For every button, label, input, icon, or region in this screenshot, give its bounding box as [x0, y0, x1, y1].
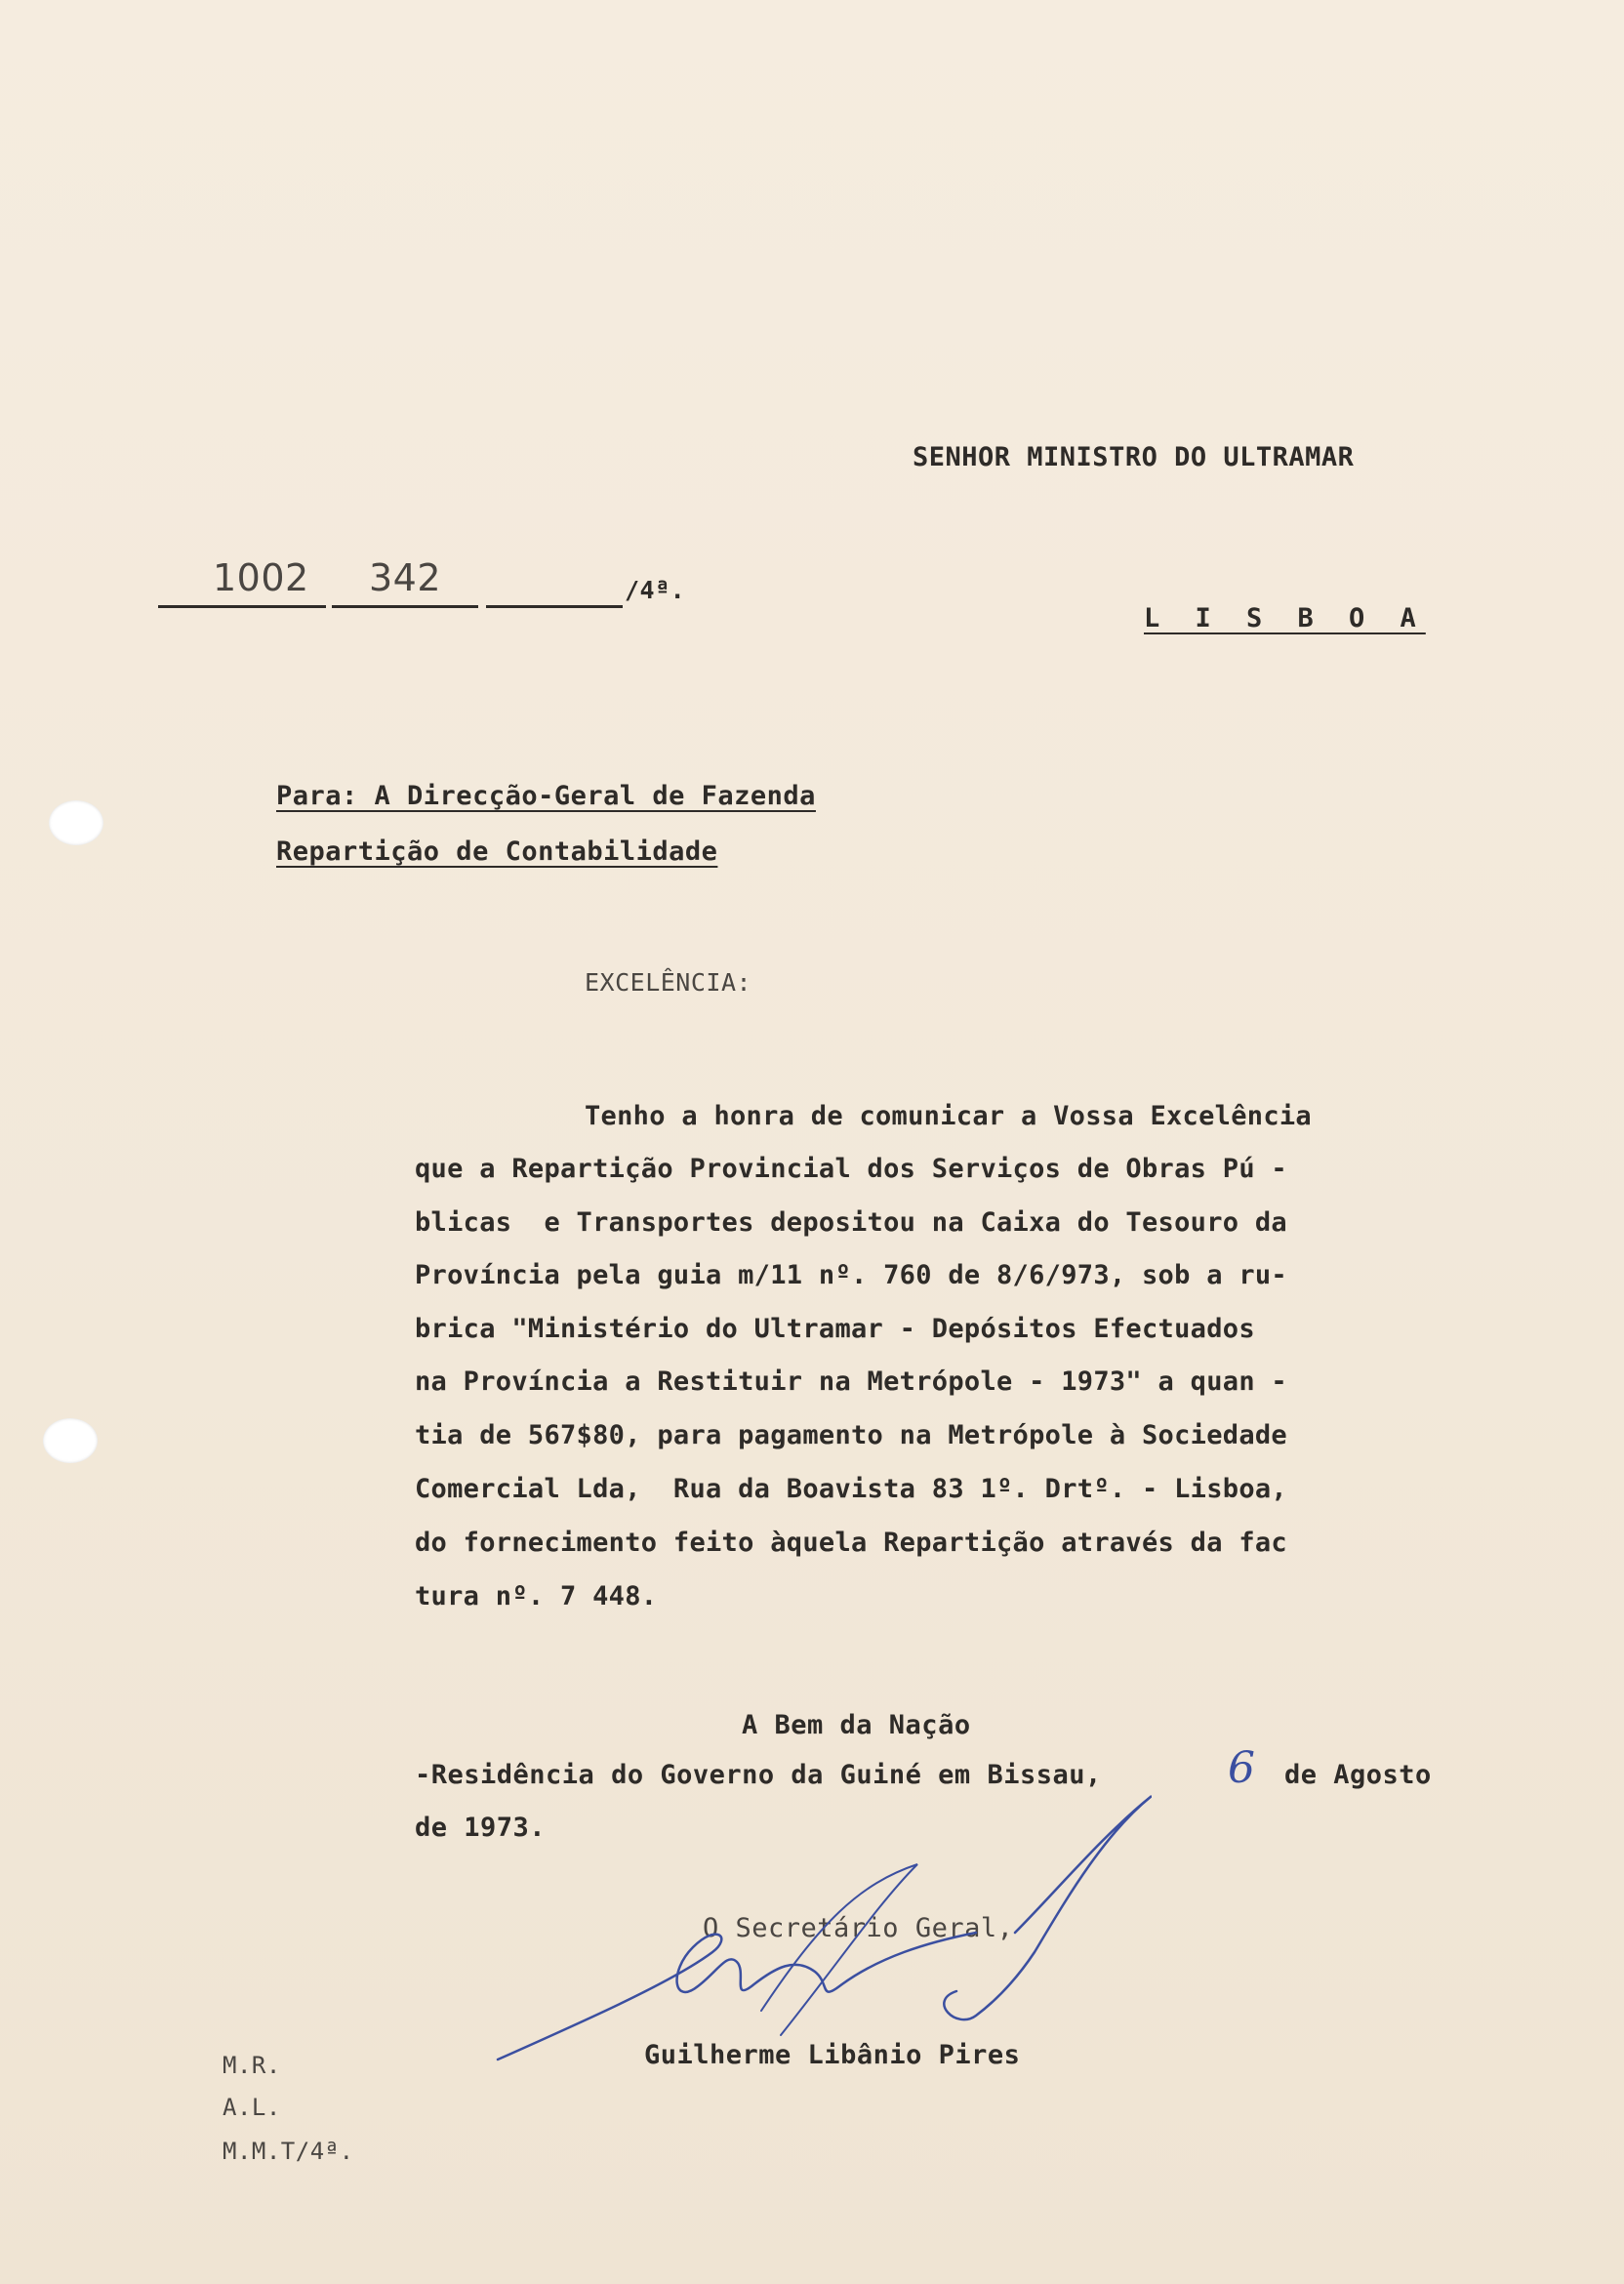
reference-suffix: /4ª. — [625, 576, 686, 604]
initials-line: M.R. — [223, 2052, 281, 2079]
closing-motto: A Bem da Nação — [742, 1710, 971, 1740]
body-line: Província pela guia m/11 nº. 760 de 8/6/973, sob a ru- — [415, 1260, 1287, 1290]
closing-place: -Residência do Governo da Guiné em Bissau, — [415, 1760, 1102, 1790]
body-line: na Província a Restituir na Metrópole - 1973" a quan - — [415, 1366, 1287, 1397]
reference-part-1: 1002 — [213, 556, 309, 599]
recipient-line-1: Para: A Direcção-Geral de Fazenda — [276, 781, 816, 811]
reference-underline-2 — [332, 605, 478, 608]
reference-part-2: 342 — [369, 556, 442, 599]
closing-month: de Agosto — [1284, 1760, 1432, 1790]
body-line: do fornecimento feito àquela Repartição através da fac — [415, 1528, 1287, 1558]
signatory-name: Guilherme Libânio Pires — [644, 2040, 1021, 2070]
closing-year: de 1973. — [415, 1813, 547, 1843]
body-line: Tenho a honra de comunicar a Vossa Excelência — [585, 1101, 1312, 1131]
punch-hole-top — [49, 800, 103, 845]
punch-hole-bottom — [43, 1418, 98, 1463]
body-line: tura nº. 7 448. — [415, 1581, 658, 1611]
initials-line: M.M.T/4ª. — [223, 2138, 354, 2165]
body-line: brica "Ministério do Ultramar - Depósitos Efectuados — [415, 1314, 1255, 1344]
signatory-title: O Secretário Geral, — [703, 1913, 1014, 1943]
recipient-line-2: Repartição de Contabilidade — [276, 836, 718, 867]
body-line: blicas e Transportes depositou na Caixa do Tesouro da — [415, 1207, 1287, 1238]
reference-underline-3 — [486, 605, 623, 608]
addressee: SENHOR MINISTRO DO ULTRAMAR — [913, 442, 1355, 472]
salutation: EXCELÊNCIA: — [585, 968, 752, 997]
body-line: tia de 567$80, para pagamento na Metrópole à Sociedade — [415, 1420, 1287, 1450]
city: L I S B O A — [1144, 603, 1426, 633]
initials-line: A.L. — [223, 2094, 281, 2121]
body-line: que a Repartição Provincial dos Serviços de Obras Pú - — [415, 1154, 1287, 1184]
reference-underline-1 — [158, 605, 326, 608]
handwritten-day: 6 — [1228, 1743, 1255, 1793]
body-line: Comercial Lda, Rua da Boavista 83 1º. Drtº. - Lisboa, — [415, 1474, 1287, 1504]
